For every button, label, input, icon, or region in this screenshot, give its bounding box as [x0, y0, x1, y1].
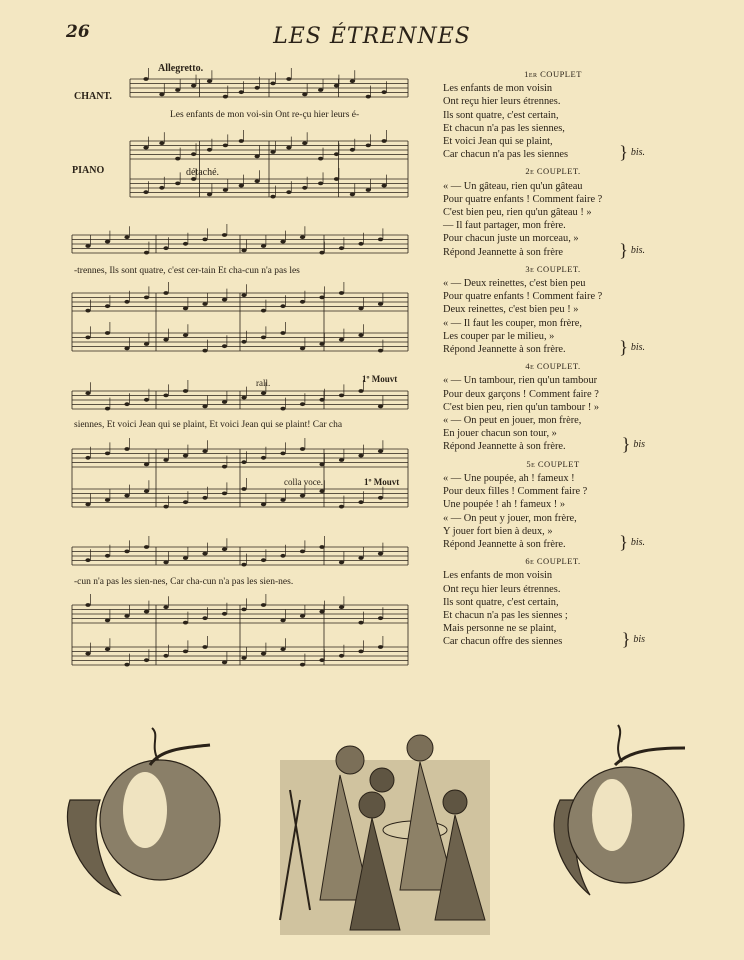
- note-head: [261, 456, 266, 460]
- note-head: [202, 302, 207, 306]
- note-head: [339, 338, 344, 342]
- note-head: [358, 650, 363, 654]
- brace-icon: }: [619, 531, 628, 552]
- brace-icon: }: [621, 629, 631, 650]
- note-head: [319, 463, 324, 467]
- note-head: [159, 93, 164, 97]
- note-head: [207, 148, 212, 152]
- lyric-line: Pour quatre enfants ! Comment faire ?: [443, 291, 603, 303]
- note-head: [318, 182, 323, 186]
- note-head: [202, 238, 207, 242]
- lyric-line: Et chacun n'a pas les siennes,: [443, 122, 565, 134]
- note-head: [241, 396, 246, 400]
- note-head: [85, 603, 90, 607]
- note-head: [261, 309, 266, 313]
- note-head: [239, 90, 244, 94]
- note-head: [202, 616, 207, 620]
- lyric-line: C'est bien peu, rien qu'un gâteau ! »: [443, 207, 592, 219]
- note-head: [366, 95, 371, 99]
- lyric-line: « — On peut y jouer, mon frère,: [443, 512, 577, 524]
- bis-marking: [619, 142, 645, 163]
- tempo-primo-marking: 1º Mouvt: [362, 374, 398, 384]
- note-head: [85, 309, 90, 313]
- note-head: [378, 616, 383, 620]
- note-head: [241, 608, 246, 612]
- note-head: [300, 614, 305, 618]
- note-head: [319, 251, 324, 255]
- bis-text: bis: [633, 634, 645, 646]
- note-head: [222, 298, 227, 302]
- note-head: [105, 452, 110, 456]
- colla-voce-marking: colla voce.: [284, 477, 323, 487]
- note-head: [124, 347, 129, 351]
- couplet-title: 1er COUPLET: [524, 69, 582, 79]
- note-head: [300, 300, 305, 304]
- lyric-line: Car chacun offre des siennes: [443, 636, 563, 648]
- note-head: [280, 554, 285, 558]
- brace-icon: }: [619, 142, 628, 163]
- note-head: [85, 456, 90, 460]
- lyric-line: « — On peut en jouer, mon frère,: [443, 415, 582, 427]
- note-head: [163, 605, 168, 609]
- lyric-line: Les enfants de mon voisin: [443, 570, 553, 582]
- note-head: [207, 79, 212, 83]
- note-head: [300, 447, 305, 451]
- piano-label: PIANO: [72, 165, 105, 176]
- note-head: [339, 654, 344, 658]
- note-head: [183, 556, 188, 560]
- note-head: [163, 394, 168, 398]
- note-head: [286, 146, 291, 150]
- lyric-line: Pour quatre enfants ! Comment faire ?: [443, 193, 603, 205]
- couplet: [443, 68, 663, 161]
- couplet: [443, 263, 663, 356]
- note-head: [334, 84, 339, 88]
- note-head: [159, 141, 164, 145]
- lyric-line: Pour chacun juste un morceau, »: [443, 233, 579, 245]
- note-head: [163, 246, 168, 250]
- note-head: [378, 302, 383, 306]
- note-head: [318, 157, 323, 161]
- note-head: [382, 184, 387, 188]
- lyrics-system-2: -trennes, Ils sont quatre, c'est cer-tain Et cha-cun n'a pas les: [74, 266, 300, 276]
- lyric-line: Répond Jeannette à son frère.: [443, 441, 566, 453]
- note-head: [339, 246, 344, 250]
- note-head: [159, 186, 164, 190]
- tempo-primo-piano-marking: 1º Mouvt: [364, 477, 400, 487]
- note-head: [318, 88, 323, 92]
- note-head: [358, 454, 363, 458]
- lyrics-column: [443, 66, 663, 653]
- note-head: [222, 400, 227, 404]
- note-head: [358, 500, 363, 504]
- note-head: [319, 545, 324, 549]
- note-head: [202, 496, 207, 500]
- note-head: [350, 148, 355, 152]
- note-head: [144, 489, 149, 493]
- note-head: [261, 391, 266, 395]
- note-head: [124, 550, 129, 554]
- note-head: [255, 179, 260, 183]
- note-head: [105, 554, 110, 558]
- lyric-line: « — Un tambour, rien qu'un tambour: [443, 375, 598, 387]
- note-head: [105, 331, 110, 335]
- note-head: [358, 621, 363, 625]
- note-head: [358, 242, 363, 246]
- lyrics-system-4: -cun n'a pas les sien-nes, Car cha-cun n'a pas les sien-nes.: [74, 577, 294, 587]
- lyric-line: Ont reçu hier leurs étrennes.: [443, 96, 561, 108]
- rall-marking: rall.: [256, 378, 271, 388]
- note-head: [85, 558, 90, 562]
- note-head: [124, 494, 129, 498]
- note-head: [163, 458, 168, 462]
- note-head: [144, 398, 149, 402]
- note-head: [378, 449, 383, 453]
- note-head: [378, 552, 383, 556]
- note-head: [241, 340, 246, 344]
- note-head: [207, 193, 212, 197]
- lyric-line: Et chacun n'a pas les siennes ;: [443, 609, 568, 621]
- lyric-line: Ont reçu hier leurs étrennes.: [443, 583, 561, 595]
- bis-text: bis.: [630, 244, 645, 256]
- note-head: [105, 647, 110, 651]
- lyric-line: Répond Jeannette à son frère: [443, 246, 564, 258]
- lyric-line: C'est bien peu, rien qu'un tambour ! »: [443, 401, 600, 413]
- note-head: [222, 612, 227, 616]
- note-head: [222, 344, 227, 348]
- note-head: [261, 603, 266, 607]
- note-head: [183, 389, 188, 393]
- note-head: [241, 487, 246, 491]
- note-head: [319, 342, 324, 346]
- page-title: LES ÉTRENNES: [273, 24, 471, 49]
- bis-marking: [621, 629, 645, 650]
- lyric-line: Pour deux filles ! Comment faire ?: [443, 486, 588, 498]
- note-head: [183, 454, 188, 458]
- note-head: [144, 296, 149, 300]
- lyric-line: Ils sont quatre, c'est certain,: [443, 596, 559, 608]
- couplet: [443, 555, 663, 648]
- note-head: [183, 650, 188, 654]
- note-head: [144, 658, 149, 662]
- lyric-line: Mais personne ne se plaint,: [443, 623, 557, 635]
- note-head: [241, 249, 246, 253]
- note-head: [105, 498, 110, 502]
- note-head: [339, 458, 344, 462]
- note-head: [223, 144, 228, 148]
- note-head: [302, 141, 307, 145]
- bis-text: bis.: [630, 147, 645, 159]
- lyric-line: Répond Jeannette à son frère.: [443, 538, 566, 550]
- lyric-line: Deux reinettes, c'est bien peu ! »: [443, 304, 579, 316]
- note-head: [334, 177, 339, 181]
- note-head: [163, 561, 168, 565]
- note-head: [183, 242, 188, 246]
- note-head: [241, 460, 246, 464]
- note-head: [241, 563, 246, 567]
- lyric-line: Les couper par le milieu, »: [443, 330, 555, 342]
- note-head: [358, 389, 363, 393]
- note-head: [378, 238, 383, 242]
- lyric-line: Pour deux garçons ! Comment faire ?: [443, 388, 599, 400]
- note-head: [85, 244, 90, 248]
- bis-text: bis: [633, 439, 645, 451]
- couplet-title: 5e COUPLET: [526, 458, 580, 469]
- note-head: [241, 293, 246, 297]
- note-head: [300, 402, 305, 406]
- lyrics-system-3: siennes, Et voici Jean qui se plaint, Et voici Jean qui se plaint! Car cha: [74, 420, 343, 430]
- note-head: [202, 552, 207, 556]
- note-head: [202, 449, 207, 453]
- bis-marking: [619, 531, 645, 552]
- bis-marking: [619, 337, 645, 358]
- note-head: [124, 614, 129, 618]
- couplet: [443, 458, 663, 551]
- note-head: [382, 90, 387, 94]
- note-head: [334, 152, 339, 156]
- note-head: [300, 550, 305, 554]
- note-head: [202, 645, 207, 649]
- note-head: [339, 561, 344, 565]
- note-head: [223, 95, 228, 99]
- note-head: [239, 184, 244, 188]
- note-head: [350, 193, 355, 197]
- note-head: [222, 465, 227, 469]
- bis-text: bis.: [630, 341, 645, 353]
- note-head: [302, 93, 307, 97]
- apple-right-illustration: [554, 725, 685, 895]
- note-head: [191, 152, 196, 156]
- note-head: [319, 296, 324, 300]
- note-head: [270, 82, 275, 86]
- note-head: [358, 307, 363, 311]
- note-head: [124, 402, 129, 406]
- note-head: [191, 84, 196, 88]
- note-head: [382, 139, 387, 143]
- lyric-line: « — Une poupée, ah ! fameux !: [443, 472, 575, 484]
- note-head: [378, 349, 383, 353]
- brace-icon: }: [621, 434, 631, 455]
- note-head: [105, 407, 110, 411]
- note-head: [350, 79, 355, 83]
- brace-icon: }: [619, 239, 628, 260]
- note-head: [255, 155, 260, 159]
- note-head: [286, 77, 291, 81]
- note-head: [175, 182, 180, 186]
- lyric-line: Les enfants de mon voisin: [443, 83, 553, 95]
- sheet-music: [60, 55, 420, 695]
- note-head: [319, 610, 324, 614]
- lyric-line: — Il faut partager, mon frère.: [443, 220, 566, 232]
- note-head: [163, 338, 168, 342]
- note-head: [223, 188, 228, 192]
- note-head: [358, 333, 363, 337]
- note-head: [300, 494, 305, 498]
- note-head: [175, 157, 180, 161]
- note-head: [286, 190, 291, 194]
- note-head: [222, 233, 227, 237]
- note-head: [300, 663, 305, 667]
- tempo-marking: Allegretto.: [158, 63, 204, 74]
- articulation-marking: détaché.: [186, 167, 220, 178]
- note-head: [339, 291, 344, 295]
- couplet-title: 6e COUPLET.: [525, 556, 581, 567]
- note-head: [202, 405, 207, 409]
- note-head: [239, 139, 244, 143]
- note-head: [280, 498, 285, 502]
- lyric-line: Une poupée ! ah ! fameux ! »: [443, 499, 566, 511]
- note-head: [300, 347, 305, 351]
- illustration: [0, 720, 744, 960]
- note-head: [241, 656, 246, 660]
- note-head: [124, 235, 129, 239]
- note-head: [163, 291, 168, 295]
- couplet-title: 3e COUPLET.: [525, 263, 581, 274]
- note-head: [144, 610, 149, 614]
- note-head: [183, 307, 188, 311]
- children-illustration: [280, 735, 490, 935]
- note-head: [261, 503, 266, 507]
- note-head: [270, 195, 275, 199]
- note-head: [261, 244, 266, 248]
- note-head: [85, 336, 90, 340]
- note-head: [358, 556, 363, 560]
- lyric-line: Répond Jeannette à son frère.: [443, 344, 566, 356]
- bis-marking: [621, 434, 645, 455]
- note-head: [144, 251, 149, 255]
- note-head: [202, 349, 207, 353]
- couplet: [443, 360, 663, 453]
- note-head: [366, 188, 371, 192]
- couplet-title: 4e COUPLET.: [525, 361, 581, 372]
- note-head: [255, 86, 260, 90]
- note-head: [222, 492, 227, 496]
- note-head: [319, 489, 324, 493]
- note-head: [124, 447, 129, 451]
- note-head: [124, 300, 129, 304]
- note-head: [378, 496, 383, 500]
- lyric-line: Et voici Jean qui se plaint,: [443, 136, 553, 148]
- lyric-line: En jouer chacun son tour, »: [443, 428, 557, 440]
- note-head: [222, 547, 227, 551]
- note-head: [339, 605, 344, 609]
- note-head: [124, 663, 129, 667]
- note-head: [143, 77, 148, 81]
- note-head: [143, 146, 148, 150]
- note-head: [280, 452, 285, 456]
- note-head: [280, 304, 285, 308]
- note-head: [366, 144, 371, 148]
- note-head: [105, 240, 110, 244]
- note-head: [222, 661, 227, 665]
- lyrics-system-1: Les enfants de mon voi-sin Ont re-çu hier leurs é-: [170, 110, 360, 120]
- lyric-line: « — Un gâteau, rien qu'un gâteau: [443, 180, 583, 192]
- note-head: [144, 342, 149, 346]
- note-head: [378, 645, 383, 649]
- note-head: [319, 398, 324, 402]
- note-head: [261, 652, 266, 656]
- lyric-line: Y jouer fort bien à deux, »: [443, 525, 553, 537]
- couplet-title: 2e COUPLET.: [525, 166, 581, 177]
- note-head: [261, 558, 266, 562]
- note-head: [183, 500, 188, 504]
- note-head: [270, 150, 275, 154]
- note-head: [143, 190, 148, 194]
- note-head: [85, 652, 90, 656]
- lyric-line: « — Deux reinettes, c'est bien peu: [443, 278, 586, 290]
- note-head: [280, 647, 285, 651]
- note-head: [105, 304, 110, 308]
- couplet: [443, 165, 663, 258]
- note-head: [280, 240, 285, 244]
- lyric-line: Car chacun n'a pas les siennes: [443, 149, 569, 161]
- lyric-line: Ils sont quatre, c'est certain,: [443, 109, 559, 121]
- note-head: [175, 88, 180, 92]
- note-head: [378, 405, 383, 409]
- lyric-line: « — Il faut les couper, mon frère,: [443, 317, 582, 329]
- note-head: [339, 505, 344, 509]
- note-head: [163, 654, 168, 658]
- note-head: [183, 621, 188, 625]
- note-head: [144, 545, 149, 549]
- note-head: [105, 619, 110, 623]
- note-head: [339, 394, 344, 398]
- page-number: 26: [66, 22, 90, 42]
- note-head: [183, 333, 188, 337]
- bis-marking: [619, 239, 645, 260]
- note-head: [319, 658, 324, 662]
- note-head: [144, 463, 149, 467]
- note-head: [280, 331, 285, 335]
- brace-icon: }: [619, 337, 628, 358]
- note-head: [302, 186, 307, 190]
- note-head: [85, 391, 90, 395]
- note-head: [280, 619, 285, 623]
- apple-left-illustration: [67, 728, 220, 895]
- note-head: [280, 407, 285, 411]
- bis-text: bis.: [630, 536, 645, 548]
- note-head: [85, 503, 90, 507]
- note-head: [261, 336, 266, 340]
- note-head: [300, 235, 305, 239]
- note-head: [163, 505, 168, 509]
- voice-label: CHANT.: [74, 91, 112, 102]
